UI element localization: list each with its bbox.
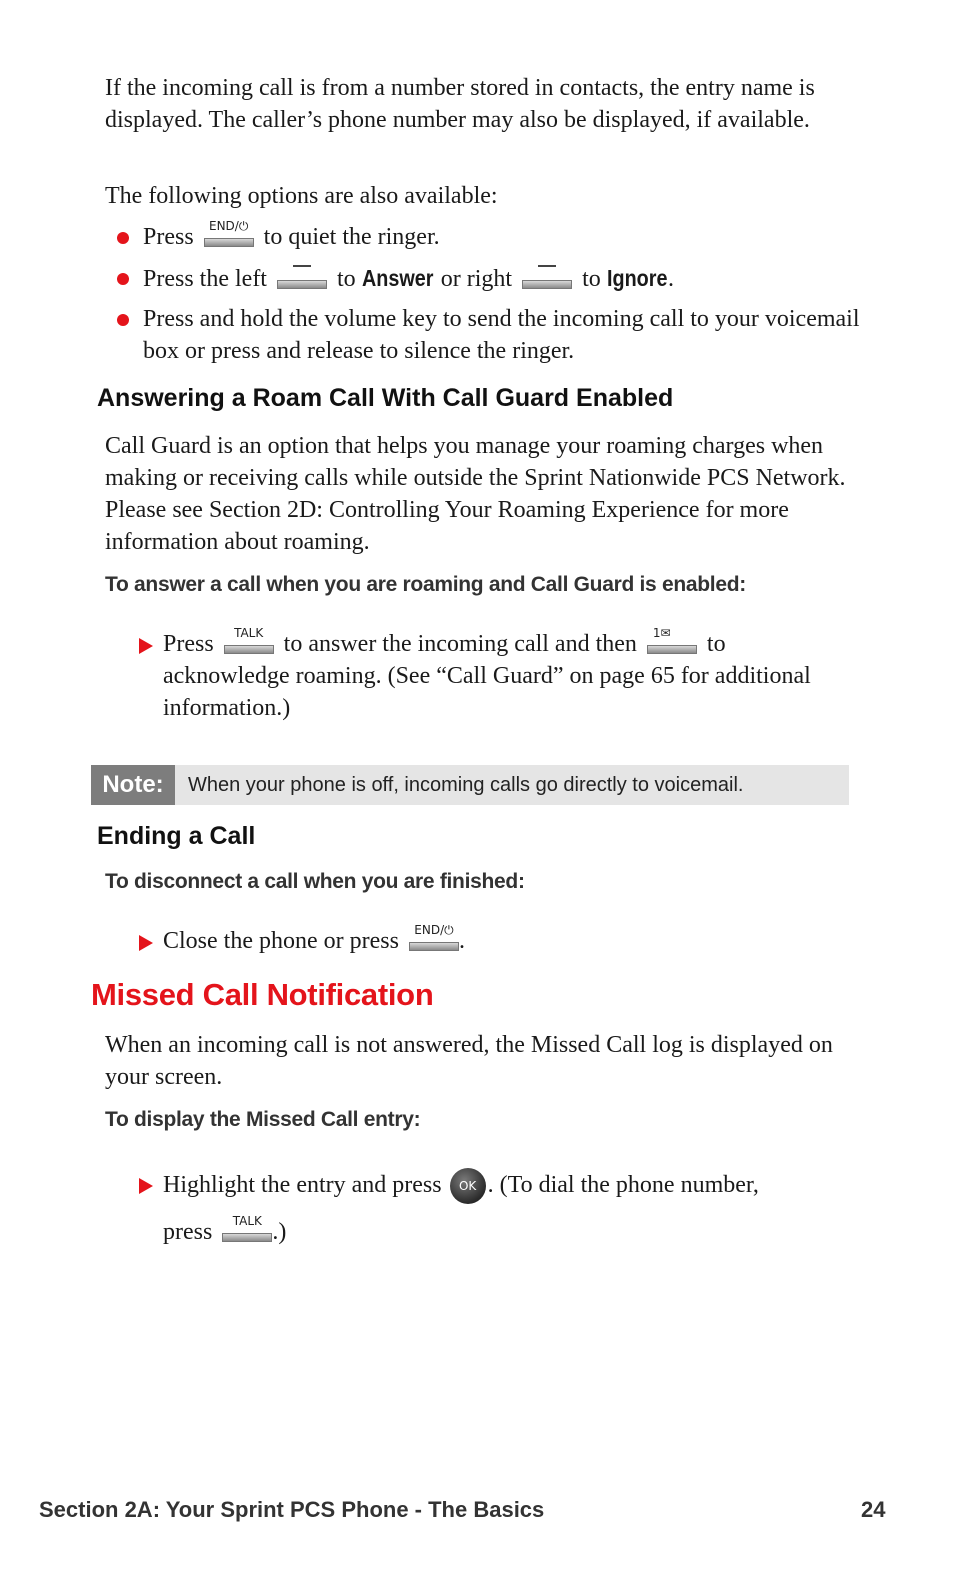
right-softkey-icon	[522, 263, 572, 289]
step-text: to acknowledge roaming. (See “Call Guard” on page 65 for additional information.)	[163, 631, 811, 721]
roam-paragraph: Call Guard is an option that helps you manage your roaming charges when making or receiving calls while outside the Sprint Nationwide PCS Network. Please see Section 2D: Controlling Your Roaming Experience for more information about roaming.	[105, 433, 846, 555]
talk-key-icon: TALK	[222, 1216, 272, 1242]
option-text: Press and hold the volume key to send the incoming call to your voicemail box or press and release to silence the ringer.	[143, 306, 860, 364]
list-item	[143, 262, 873, 295]
procedure-step	[163, 628, 843, 724]
option-text: to	[582, 266, 601, 292]
option-text: Press the left	[143, 266, 267, 292]
step-text: Press	[163, 631, 214, 657]
procedure-heading: To answer a call when you are roaming and Call Guard is enabled:	[105, 573, 746, 596]
left-softkey-icon	[277, 263, 327, 289]
ok-key-icon: OK	[450, 1168, 486, 1204]
options-intro: The following options are also available:	[105, 183, 498, 209]
option-text: .	[668, 266, 675, 292]
bullet-icon	[117, 232, 129, 244]
talk-key-icon: TALK	[224, 628, 274, 654]
list-item	[143, 303, 873, 367]
step-text: Close the phone or press	[163, 928, 399, 954]
step-arrow-icon	[139, 1178, 153, 1194]
step-text: .)	[272, 1219, 287, 1245]
step-arrow-icon	[139, 935, 153, 951]
end-key-icon: END/⏻	[204, 221, 254, 247]
option-text: to	[336, 266, 356, 292]
footer-section-title: Section 2A: Your Sprint PCS Phone - The Basics	[39, 1497, 545, 1522]
bullet-icon	[117, 314, 129, 326]
option-text: to quiet the ringer.	[263, 224, 440, 250]
step-text: Highlight the entry and press	[163, 1172, 442, 1198]
list-item	[143, 221, 873, 253]
note-text: When your phone is off, incoming calls go directly to voicemail.	[188, 774, 744, 796]
ignore-label: Ignore	[606, 265, 668, 291]
note-box	[91, 765, 849, 805]
end-key-icon: END/⏻	[409, 925, 459, 951]
section-heading: Ending a Call	[97, 822, 256, 850]
page-number: 24	[861, 1497, 886, 1522]
answer-label: Answer	[361, 265, 434, 291]
procedure-step	[163, 925, 843, 957]
step-text: press	[163, 1219, 213, 1245]
procedure-step	[163, 1168, 863, 1204]
option-text: or right	[440, 266, 513, 292]
bullet-icon	[117, 273, 129, 285]
step-text: . (To dial the phone number,	[487, 1172, 759, 1198]
one-key-icon: 1✉	[647, 628, 697, 654]
option-text: Press	[143, 224, 194, 250]
intro-paragraph: If the incoming call is from a number stored in contacts, the entry name is displayed. The caller’s phone number may also be displayed, if available.	[105, 75, 815, 133]
missed-paragraph: When an incoming call is not answered, the Missed Call log is displayed on your screen.	[105, 1032, 833, 1090]
step-text: to answer the incoming call and then	[283, 631, 637, 657]
procedure-step-continued	[163, 1216, 843, 1248]
note-label: Note:	[91, 765, 175, 805]
section-heading: Answering a Roam Call With Call Guard Enabled	[97, 384, 674, 412]
procedure-heading: To display the Missed Call entry:	[105, 1108, 421, 1131]
step-text: .	[458, 928, 465, 954]
step-arrow-icon	[139, 638, 153, 654]
page-section-title: Missed Call Notification	[91, 977, 434, 1012]
procedure-heading: To disconnect a call when you are finished:	[105, 870, 525, 893]
